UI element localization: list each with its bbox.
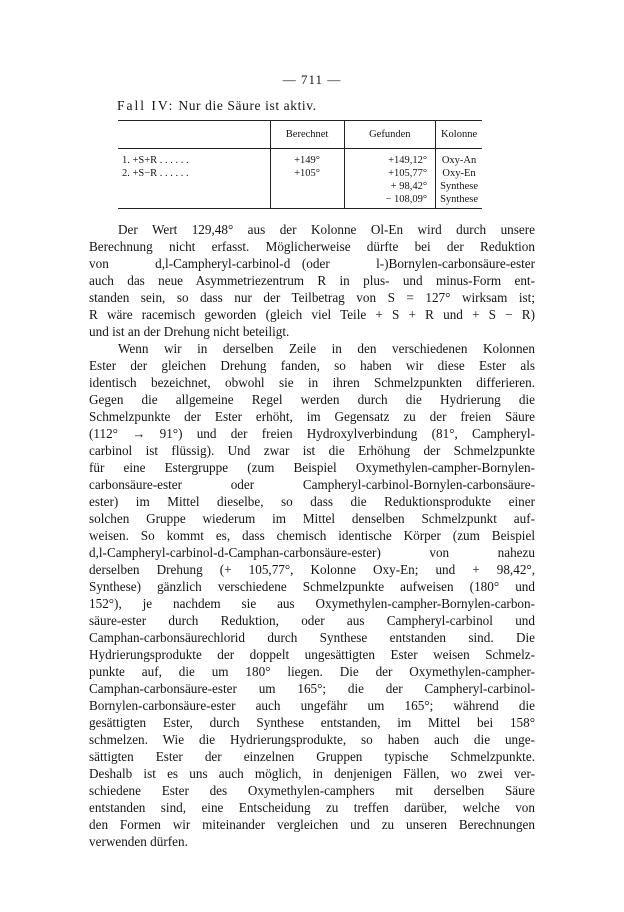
text-line: standen sein, so dass nur der Teilbetrag von S = 127° wirksam ist; [89,290,535,305]
text-line: verwenden dürfen. [89,834,188,849]
table-cell: 2. +S−R . . . . . . [122,168,189,179]
text-line: solchen Gruppe wiederum im Mittel denselben Schmelzpunkt auf- [89,511,535,526]
table-cell [118,180,270,193]
text-line: und ist an der Drehung nicht beteiligt. [89,324,290,339]
text-line: Ester der gleichen Drehung fanden, so haben wir diese Ester als [89,358,535,373]
text-line: Wenn wir in derselben Zeile in den verschiedenen Kolonnen [118,341,535,356]
table-cell: +105° [270,167,344,180]
text-line: Synthese) gänzlich verschiedene Schmelzpunkte aufweisen (180° und [89,579,535,594]
page-number: — 711 — [282,72,342,87]
table-header-cell [118,121,270,149]
table-cell: − 108,09° [344,193,436,209]
text-line: carbonsäure-ester oder Campheryl-carbinol-Bornylen-carbonsäure- [89,477,535,492]
body-text [89,221,535,850]
text-line: Schmelzpunkte der Ester erhöht, im Gegensatz zu der freien Säure [89,409,535,424]
table-row [118,180,482,193]
text-line: d,l-Campheryl-carbinol-d-Camphan-carbonsäure-ester) von nahezu [89,545,535,560]
table-row [118,193,482,209]
text-line: Camphan-carbonsäurechlorid durch Synthese entstanden sind. Die [89,630,535,645]
case-text: Nur die Säure ist aktiv. [178,98,317,113]
text-line: R wäre racemisch geworden (gleich viel Teile + S + R und + S − R) [89,307,535,322]
table-cell: + 98,42° [344,180,436,193]
text-line: Camphan-carbonsäure-ester um 165°; die der Campheryl-carbinol- [89,681,535,696]
table-cell: +149° [270,149,344,168]
text-line: Deshalb ist es uns auch möglich, in denjenigen Fällen, wo zwei ver- [89,766,535,781]
text-line: punkte auf, die um 180° liegen. Die der Oxymethylen-campher- [89,664,535,679]
text-line: sättigten Ester der einzelnen Gruppen typische Schmelzpunkte. [89,749,535,764]
text-line: weisen. So kommt es, dass chemisch identische Körper (zum Beispiel [89,528,535,543]
table-cell [118,193,270,209]
table-cell: Oxy-En [436,167,482,180]
text-line: Bornylen-carbonsäure-ester auch ungefähr um 165°; während die [89,698,535,713]
table-cell [270,180,344,193]
table-cell [270,193,344,209]
text-line: Berechnung nicht erfasst. Möglicherweise dürfte bei der Reduktion [89,239,535,254]
table-row [118,149,482,168]
text-line: säure-ester durch Reduktion, oder aus Campheryl-carbinol und [89,613,535,628]
text-line: den Formen wir miteinander vergleichen und zu unseren Berechnungen [89,817,535,832]
text-line: carbinol ist flüssig). Und zwar ist die Erhöhung der Schmelzpunkte [89,443,535,458]
text-line: Der Wert 129,48° aus der Kolonne Ol-En wird durch unsere [118,222,535,237]
table-header-gefunden: Gefunden [344,121,436,149]
case-label: Fall IV: [117,98,175,113]
table-cell: Synthese [436,180,482,193]
text-line: von d,l-Campheryl-carbinol-d (oder l-)Bornylen-carbonsäure-ester [89,256,535,271]
case-heading [117,98,317,114]
table-cell: 1. +S+R . . . . . . [122,155,189,166]
table-cell: Synthese [436,193,482,209]
table-header-kolonne: Kolonne [436,121,482,149]
text-line: derselben Drehung (+ 105,77°, Kolonne Oxy-En; und + 98,42°, [89,562,535,577]
text-line: gesättigten Ester, durch Synthese entstanden, im Mittel bei 158° [89,715,535,730]
text-line: Gegen die allgemeine Regel werden durch die Hydrierung die [89,392,535,407]
text-line: schiedene Ester des Oxymethylen-camphers mit derselben Säure [89,783,535,798]
text-line: (112° → 91°) und der freien Hydroxylverbindung (81°, Campheryl- [89,426,535,441]
rotation-table [118,120,482,209]
text-line: schmelzen. Wie die Hydrierungsprodukte, so haben auch die unge- [89,732,535,747]
text-line: auch das neue Asymmetriezentrum R in plus- und minus-Form ent- [89,273,535,288]
table-cell: +149,12° [344,149,436,168]
text-line: Hydrierungsprodukte der doppelt ungesättigten Ester weisen Schmelz- [89,647,535,662]
table-row [118,167,482,180]
text-line: entstanden sind, eine Entscheidung zu treffen darüber, welche von [89,800,535,815]
table-header-berechnet: Berechnet [270,121,344,149]
table-cell: Oxy-An [436,149,482,168]
table-cell: +105,77° [344,167,436,180]
text-line: identisch bezeichnet, obwohl sie in ihren Schmelzpunkten differieren. [89,375,535,390]
text-line: 152°), je nachdem sie aus Oxymethylen-campher-Bornylen-carbon- [89,596,535,611]
text-line: für eine Estergruppe (zum Beispiel Oxymethylen-campher-Bornylen- [89,460,535,475]
text-line: ester) im Mittel dieselbe, so dass die Reduktionsprodukte einer [89,494,535,509]
table-header-row [118,121,482,149]
